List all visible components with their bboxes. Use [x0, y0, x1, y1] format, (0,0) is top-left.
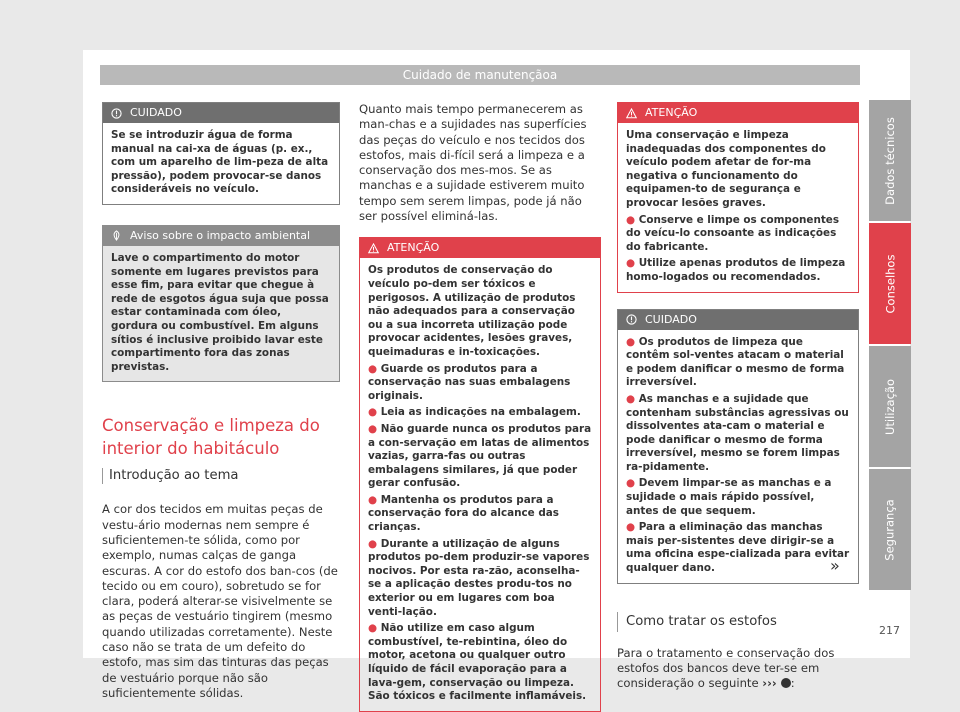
bullet-icon: ● — [626, 257, 639, 270]
warning-header — [360, 238, 600, 258]
list-item: ● As manchas e a sujidade que contenham substâncias agressivas ou dissolventes ata-cam o material e pode danificar o mesmo de forma irreversível, mesmo se forem limpas ra-pidamente. — [626, 392, 849, 473]
list-item: ● Para a eliminação das manchas mais per-sistentes deve dirigir-se a uma oficina espe-cializada para evitar qualquer dano. — [626, 521, 850, 575]
list-item: ● Guarde os produtos para a conservação nas suas embalagens originais. — [368, 362, 571, 402]
info-icon — [781, 678, 791, 688]
caution-box — [102, 102, 340, 205]
page-number: 217 — [879, 624, 900, 637]
bullet-icon: ● — [368, 422, 381, 435]
bullet-icon: ● — [368, 493, 381, 506]
environment-note-box — [102, 225, 340, 382]
subsection-title: Como tratar os estofos — [617, 612, 859, 632]
upholstery-paragraph: Para o tratamento e conservação dos estofos dos bancos deve ter-se em consideração o seguinte ››› : — [617, 645, 835, 691]
leaf-icon — [111, 230, 122, 241]
intro-paragraph: A cor dos tecidos em muitas peças de vestu-ário modernas nem sempre é suficientemen-te sólida, como por exemplo, numas calças de ganga escuras. A cor do estofo dos ban-cos (de tecido ou em couro), sobretudo se for clara, poderá alterar-se visivelmente se as peças de vestuário tingirem (mesmo quando utilizadas corretamente). Neste caso não se trata de um defeito do estofo, mas sim das tinturas das peças de vestuário porque não são suficientemente sólidas. — [102, 502, 338, 700]
bullet-icon: ● — [368, 362, 381, 375]
warning-label: ATENÇÃO — [645, 106, 698, 119]
warning-intro: Uma conservação e limpeza inadequadas dos componentes do veículo podem afetar de for-ma negativa o funcionamento do equipamen-to de segurança e provocar lesões graves. — [626, 129, 826, 209]
caution-header — [618, 310, 858, 330]
warning-triangle-icon — [626, 108, 637, 119]
tab-seguranca[interactable]: Segurança — [869, 469, 911, 590]
bullet-icon: ● — [626, 521, 639, 534]
environment-note-text: Lave o compartimento do motor somente em lugares previstos para esse fim, para evitar que chegue à rede de esgotos água suja que possa estar contaminada com óleo, gordura ou combustível. Em alguns sítios é inclusive proibido lavar este compartimento fora das zonas previstas. — [111, 251, 329, 373]
list-item: ● Leia as indicações na embalagem. — [368, 406, 581, 419]
list-item: ● Mantenha os produtos para a conservação fora do alcance das crianças. — [368, 493, 559, 534]
bullet-icon: ● — [368, 537, 381, 550]
warning-box-safety — [617, 102, 859, 293]
list-item: ● Devem limpar-se as manchas e a sujidade o mais rápido possível, antes de que sequem. — [626, 477, 832, 517]
list-item: ● Utilize apenas produtos de limpeza homo-logados ou recomendados. — [626, 257, 846, 283]
column-right — [617, 102, 859, 692]
list-item: ● Durante a utilização de alguns produtos po-dem produzir-se vapores nocivos. Por esta ra-zão, aconselha-se a aplicação destes produ-tos no exterior ou em lugares com boa venti-lação. — [368, 537, 590, 618]
section-heading — [102, 414, 340, 460]
tab-utilizacao[interactable]: Utilização — [869, 346, 911, 467]
environment-note-label: Aviso sobre o impacto ambiental — [130, 228, 311, 242]
bullet-icon: ● — [626, 477, 639, 490]
bullet-icon: ● — [368, 406, 381, 419]
stains-paragraph: Quanto mais tempo permanecerem as man-chas e a sujidades nas superfícies das peças do veículo e nos tecidos dos estofos, mais di-fícil será a limpeza e a conservação dos mes-mos. Se as manchas e a sujidade estiverem muito tempo sem serem limpas, pode já não ser possível eliminá-las. — [359, 102, 587, 224]
caution-header — [103, 103, 339, 123]
list-item: ● Os produtos de limpeza que contêm sol-ventes atacam o material e podem danificar o mesmo de forma irreversível. — [626, 335, 845, 389]
caution-label: CUIDADO — [645, 312, 697, 326]
list-item: ● Não utilize em caso algum combustível, te-rebintina, óleo do motor, acetona ou qualquer outro líquido de fácil evaporação para a lava-gem, conservação ou limpeza. São tóxicos e facilmente inflamáveis. — [368, 622, 587, 703]
info-circle-icon — [111, 108, 122, 119]
environment-note-header — [103, 226, 339, 246]
list-item: ● Conserve e limpe os componentes do veícu-lo consoante as indicações do fabricante. — [626, 213, 840, 253]
warning-header — [618, 103, 858, 123]
column-middle — [359, 102, 601, 712]
page-header: Cuidado de manutençãoa — [100, 65, 860, 85]
bullet-icon: ● — [626, 213, 639, 226]
warning-triangle-icon — [368, 243, 379, 254]
section-title-line2: interior do habitáculo — [102, 439, 280, 459]
continued-arrow-icon: » — [830, 556, 840, 575]
subsection-title: Introdução ao tema — [102, 468, 340, 484]
tab-conselhos[interactable]: Conselhos — [869, 223, 911, 344]
tab-dados-tecnicos[interactable]: Dados técnicos — [869, 100, 911, 221]
warning-box-products — [359, 237, 601, 711]
caution-text: Se se introduzir água de forma manual na cai-xa de águas (p. ex., com um aparelho de lim-peza de alta pressão), podem provocar-se danos consideráveis no veículo. — [111, 129, 329, 196]
bullet-icon: ● — [368, 622, 381, 635]
caution-box-cleaning — [617, 309, 859, 584]
bullet-icon: ● — [626, 335, 639, 348]
bullet-icon: ● — [626, 392, 639, 405]
cross-reference-link[interactable]: ››› — [762, 676, 790, 690]
warning-intro: Os produtos de conservação do veículo po-dem ser tóxicos e perigosos. A utilização de produtos não adequados para a conservação ou a sua incorreta utilização pode provocar acidentes, lesões graves, queimaduras e in-toxicações. — [368, 264, 576, 358]
caution-label: CUIDADO — [130, 106, 182, 119]
column-left — [102, 102, 340, 701]
list-item: ● Não guarde nunca os produtos para a con-servação em latas de alimentos vazias, garra-fas ou outras embalagens similares, já que poder gerar confusão. — [368, 422, 592, 490]
warning-label: ATENÇÃO — [387, 241, 440, 255]
section-title-line1: Conservação e limpeza do — [102, 416, 320, 436]
info-circle-icon — [626, 314, 637, 325]
